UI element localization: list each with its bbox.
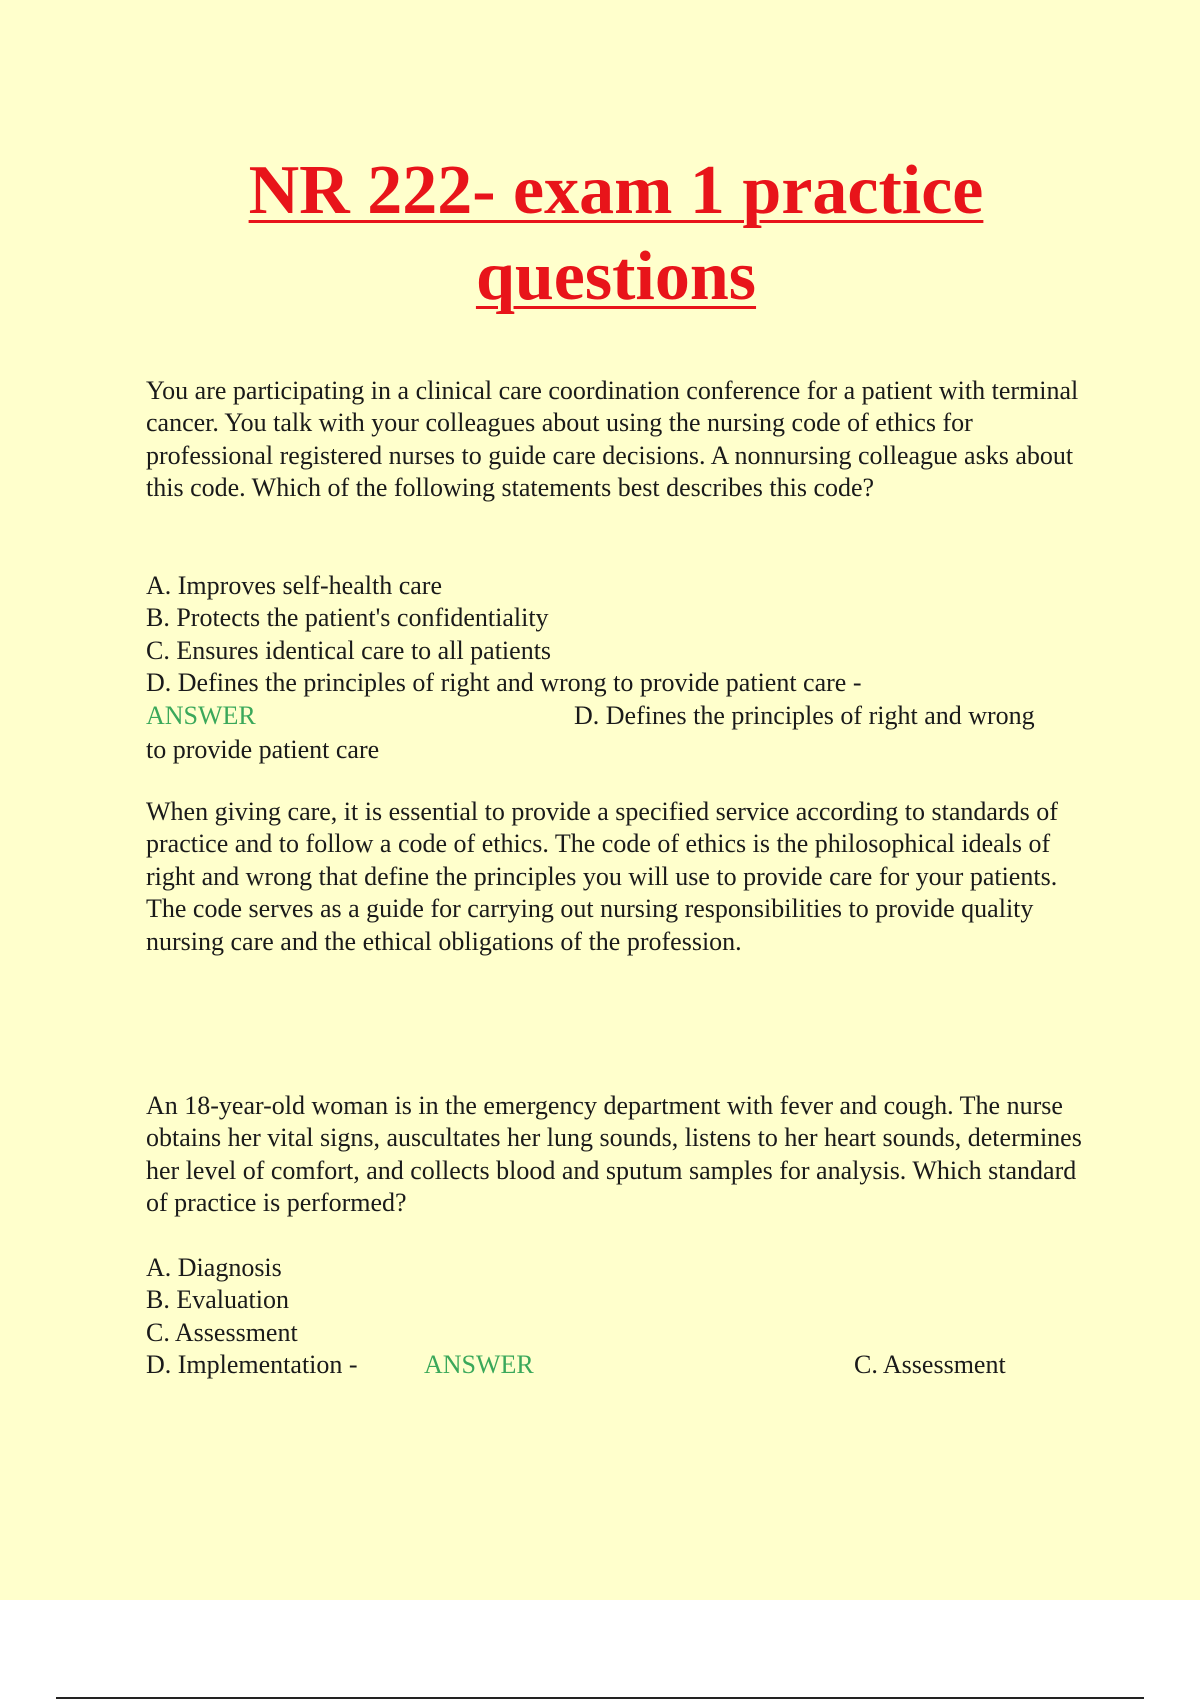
document-title	[0, 148, 1200, 320]
option-a: A. Diagnosis	[146, 1253, 282, 1282]
question-1-rationale	[146, 796, 1086, 958]
question-2	[146, 1090, 1086, 1220]
answer-line	[146, 700, 1086, 734]
answer-text-continued: to provide patient care	[146, 734, 380, 764]
question-1-stem: You are participating in a clinical care coordination conference for a patient with terminal cancer. You talk with your colleagues about using the nursing code of ethics for professional registered nurses to guide care decisions. A nonnursing colleague asks about this code. Which of the following statements best describes this code?	[146, 376, 1079, 503]
option-c: C. Assessment	[146, 1317, 298, 1347]
answer-text: C. Assessment	[854, 1350, 1006, 1380]
footer-divider	[56, 1697, 1144, 1699]
question-1	[146, 375, 1086, 505]
answer-label: ANSWER	[424, 1350, 534, 1380]
option-b: B. Protects the patient's confidentiality	[146, 603, 549, 633]
option-c: C. Ensures identical care to all patients	[146, 635, 552, 665]
answer-line	[146, 1349, 1086, 1383]
question-2-stem: An 18-year-old woman is in the emergency department with fever and cough. The nurse obtains her vital signs, auscultates her lung sounds, listens to her heart sounds, determines her level of comfort, and collects blood and sputum samples for analysis. Which standard of practice is performed?	[146, 1091, 1082, 1218]
option-d: D. Defines the principles of right and wrong to provide patient care -	[146, 668, 862, 698]
question-1-options	[146, 570, 1086, 766]
title-line-1: NR 222- exam 1 practice	[248, 152, 984, 229]
question-2-options	[146, 1252, 1086, 1383]
option-b: B. Evaluation	[146, 1285, 289, 1315]
answer-label: ANSWER	[146, 700, 256, 730]
option-d: D. Implementation -	[146, 1350, 358, 1380]
option-a: A. Improves self-health care	[146, 571, 442, 600]
rationale-text: When giving care, it is essential to provide a specified service according to standards of practice and to follow a code of ethics. The code of ethics is the philosophical ideals of right and wrong that define the principles you will use to provide care for your patients. The code serves as a guide for carrying out nursing responsibilities to provide quality nursing care and the ethical obligations of the profession.	[146, 797, 1058, 956]
answer-text: D. Defines the principles of right and wrong	[574, 700, 1035, 730]
title-line-2: questions	[475, 238, 757, 315]
